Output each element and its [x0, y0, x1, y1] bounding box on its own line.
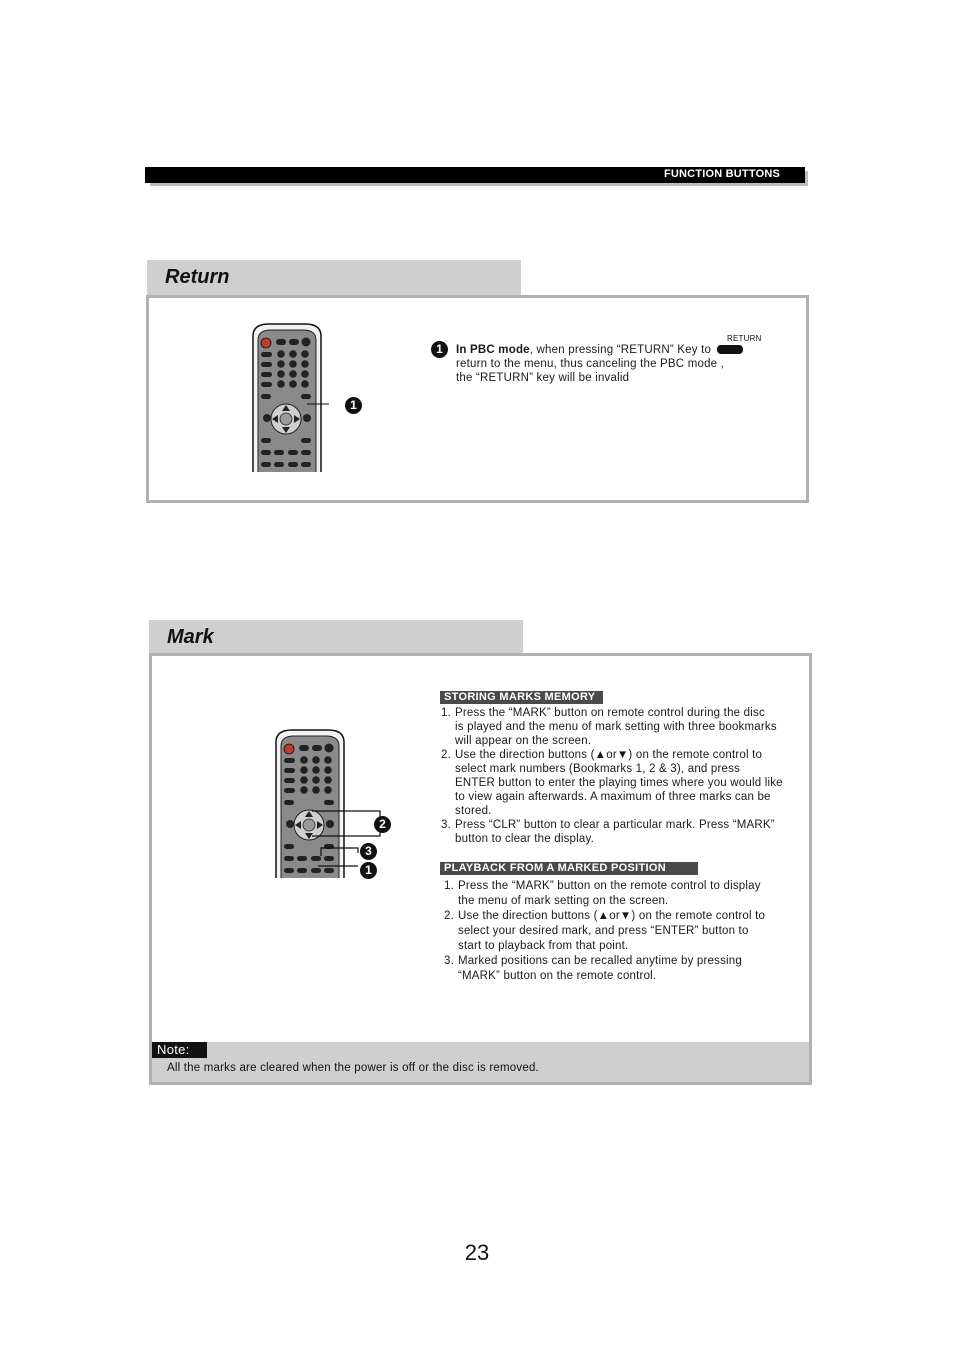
- return-section-panel: [146, 295, 809, 503]
- return-text-line-1: , when pressing “RETURN” Key to: [529, 344, 712, 356]
- mark-section-panel: [149, 653, 812, 1085]
- callout-1-mark-button: 1: [360, 862, 377, 879]
- pbc-mode-label: In PBC mode: [456, 344, 530, 356]
- storing-step-3: 3. Press “CLR” button to clear a particular mark. Press “MARK” button to clear the display.: [441, 819, 775, 845]
- remote-control-illustration: [249, 322, 329, 472]
- playback-steps: [444, 879, 794, 984]
- return-key-label: RETURN: [727, 334, 762, 343]
- return-key-icon: [717, 345, 743, 354]
- callout-2-direction-buttons: 2: [374, 816, 391, 833]
- playback-step-3: 3. Marked positions can be recalled anytime by pressing “MARK” button on the remote control.: [444, 955, 742, 982]
- mark-section-tab: [149, 620, 523, 656]
- callout-3-clr-button: 3: [360, 843, 377, 860]
- playback-step-1: 1. Press the “MARK” button on the remote control to display the menu of mark setting on the screen.: [444, 880, 761, 907]
- note-label: Note:: [152, 1042, 207, 1058]
- header-bar: [145, 167, 805, 183]
- header-section-label: FUNCTION BUTTONS: [663, 168, 780, 180]
- return-description: [456, 343, 786, 385]
- callout-1-return: 1: [345, 397, 362, 414]
- storing-marks-steps: [441, 706, 786, 846]
- storing-marks-heading: STORING MARKS MEMORY: [440, 691, 603, 704]
- return-text-line-3: the “RETURN” key will be invalid: [456, 372, 630, 384]
- storing-step-1: 1. Press the “MARK” button on remote control during the disc is played and the menu of mark setting with three bookmarks will appear on the screen.: [441, 707, 777, 747]
- return-section-title: Return: [165, 266, 230, 288]
- storing-step-2: 2. Use the direction buttons (▲or▼) on the remote control to select mark numbers (Bookmarks 1, 2 & 3), and press ENTER button to enter the playing times where you would like to view again afterwards. A maximum of three marks can be stored.: [441, 749, 783, 817]
- return-section-tab: [147, 260, 521, 296]
- return-text-line-2: return to the menu, thus canceling the PBC mode ,: [456, 358, 725, 370]
- mark-section-title: Mark: [167, 626, 214, 648]
- playback-heading: PLAYBACK FROM A MARKED POSITION: [440, 862, 698, 875]
- playback-step-2: 2. Use the direction buttons (▲or▼) on the remote control to select your desired mark, and press “ENTER” button to start to playback from that point.: [444, 910, 766, 952]
- step-number-1: 1: [431, 341, 448, 358]
- page-number: 23: [464, 1240, 490, 1265]
- note-text: All the marks are cleared when the power is off or the disc is removed.: [167, 1062, 539, 1074]
